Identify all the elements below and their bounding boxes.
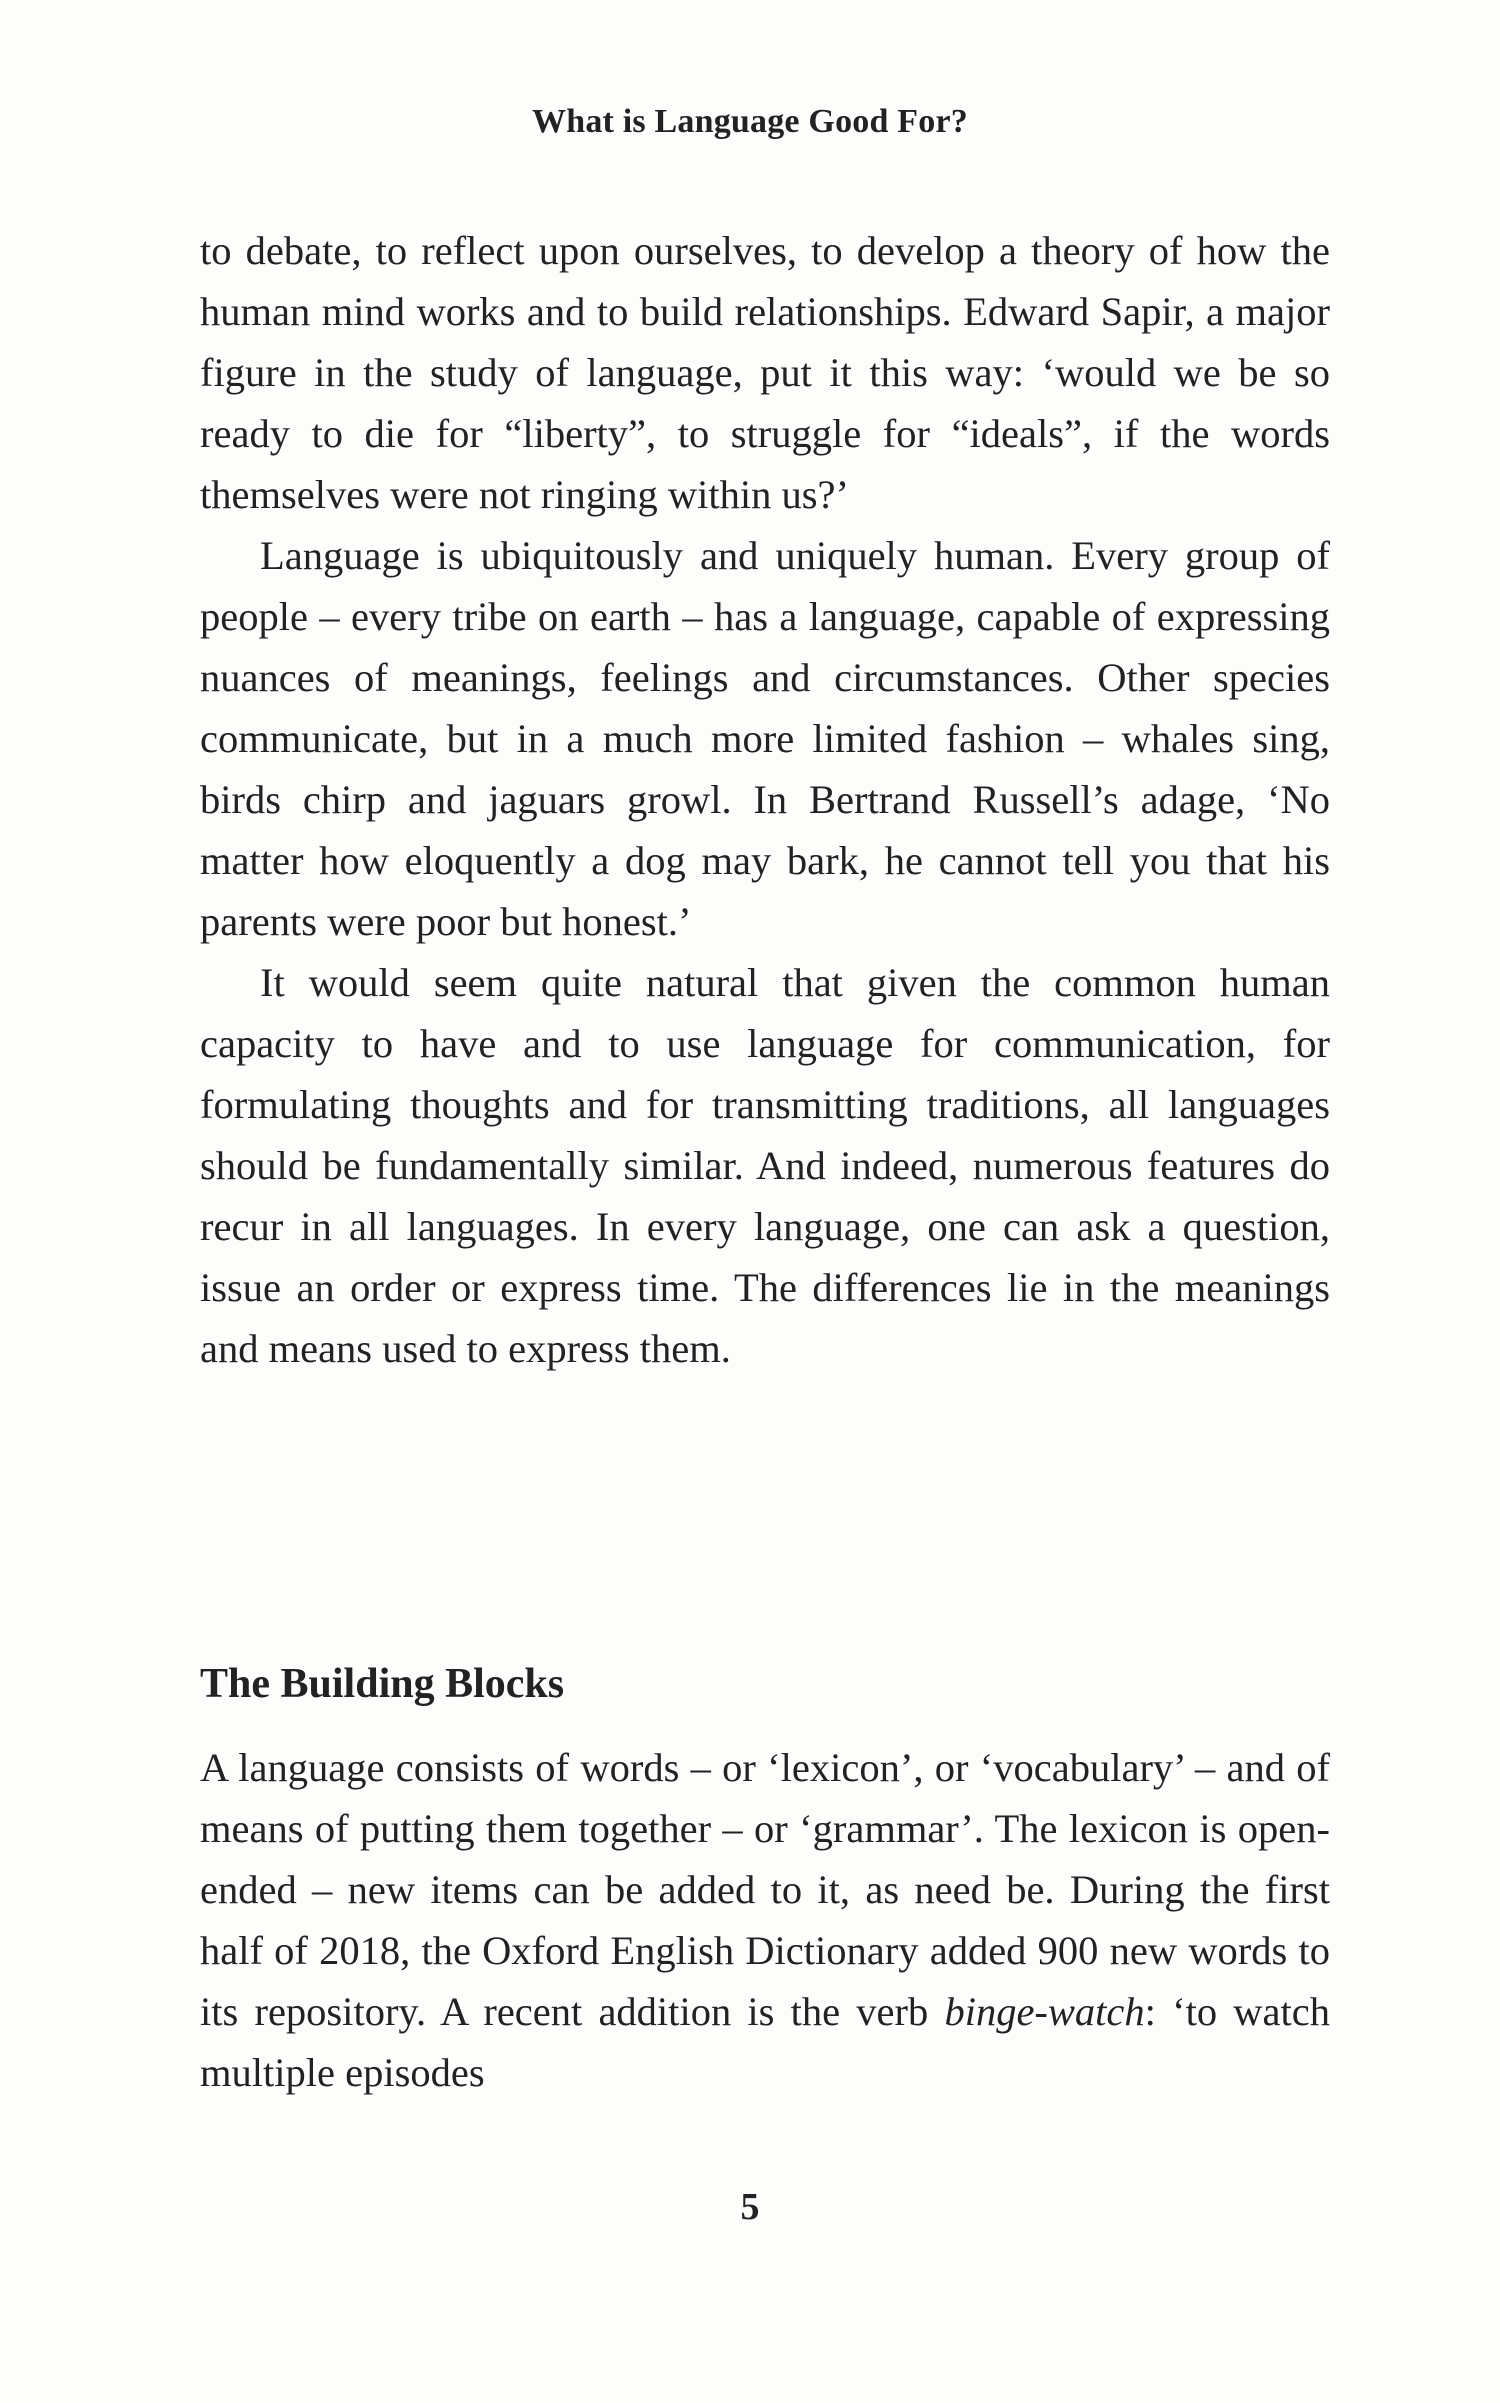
section-heading: The Building Blocks (200, 1661, 565, 1707)
paragraph-languages-similar: It would seem quite natural that given the common human capacity to have and to use language for communication, for formulating thoughts and for transmitting traditions, all languages should be fundamentally similar. And indeed, numerous features do recur in all languages. In every language, one can ask a question, issue an order or express time. The differences lie in the meanings and means used to express them. (200, 960, 1330, 1371)
running-head: What is Language Good For? (532, 103, 968, 140)
paragraph-continuation: to debate, to reflect upon ourselves, to develop a theory of how the human mind works and to build relationships. Edward Sapir, a major figure in the study of language, put it this way: ‘would we be so ready to die for “liberty”, to struggle for “ideals”, if the words themselves were not ringing within us?’ (200, 228, 1330, 517)
paragraph-text-end: : ‘to watch multiple episodes (200, 1989, 1330, 2095)
body-text-section (200, 1737, 1330, 2103)
body-text-top (200, 220, 1330, 1379)
paragraph-language-human: Language is ubiquitously and uniquely human. Every group of people – every tribe on earth – has a language, capable of expressing nuances of meanings, feelings and circumstances. Other species communicate, but in a much more limited fashion – whales sing, birds chirp and jaguars growl. In Bertrand Russell’s adage, ‘No matter how eloquently a dog may bark, he cannot tell you that his parents were poor but honest.’ (200, 533, 1330, 944)
paragraph-text-start: A language consists of words – or ‘lexicon’, or ‘vocabulary’ – and of means of putting them together – or ‘grammar’. The lexicon is open-ended – new items can be added to it, as need be. During the first half of 2018, the Oxford English Dictionary added 900 new words to its repository. A recent addition is the verb (200, 1745, 1330, 2034)
emphasized-term: binge-watch (944, 1989, 1145, 2034)
page-number: 5 (740, 2186, 760, 2228)
paragraph-building-blocks (200, 1737, 1330, 2103)
